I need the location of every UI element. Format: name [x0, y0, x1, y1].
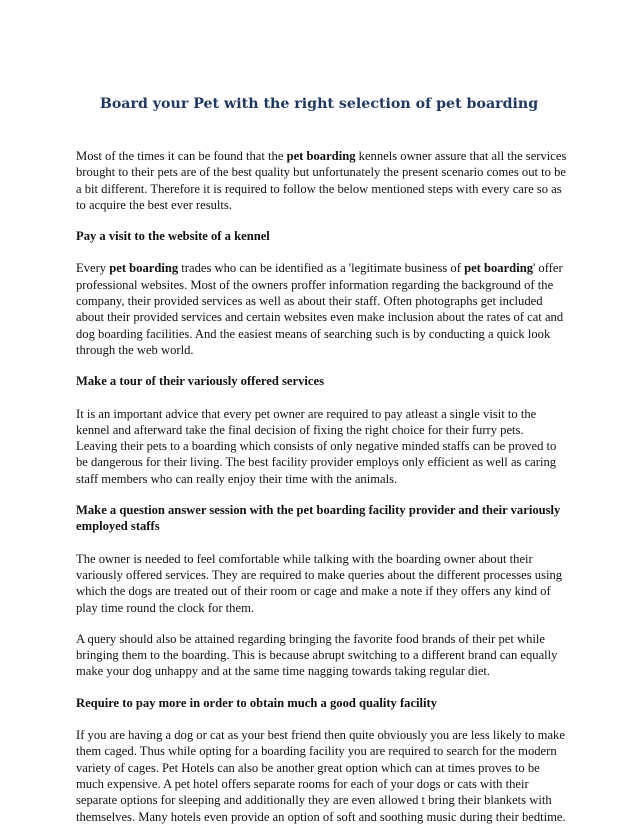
section-heading: Pay a visit to the website of a kennel — [76, 229, 270, 244]
section-heading: Require to pay more in order to obtain much a good quality facility — [76, 695, 438, 710]
section-heading: Make a tour of their variously offered services — [76, 374, 324, 389]
text-run: trades who can be identified as a 'legitimate business of — [178, 261, 465, 276]
section-paragraph: If you are having a dog or cat as your best friend then quite obviously you are less likely to make them caged. Thus while opting for a boarding facility you are required to search for the modern variety of cages. Pet Hotels can also be another great option which can at times proves to be much expensive. A pet hotel offers separate rooms for each of your dogs or cats with their separate options for sleeping and additionally they are even allowed t bring their blankets with themselves. Many hotels even provide an option of soft and soothing music during their bedtime. — [76, 728, 566, 824]
text-run: Every — [76, 261, 110, 276]
section-paragraph — [76, 260, 568, 358]
section-paragraph: The owner is needed to feel comfortable while talking with the boarding owner about their variously offered services. They are required to make queries about the different processes using which the dogs are treated out of their room or cage and make a note if they offers any kind of play time round the clock for them. — [76, 551, 563, 615]
bold-term: pet boarding — [464, 261, 533, 276]
document-title: Board your Pet with the right selection of pet boarding — [99, 96, 539, 112]
bold-term: pet boarding — [286, 149, 356, 163]
section-paragraph: It is an important advice that every pet owner are required to pay atleast a single visit to the kennel and afterward take the final decision of fixing the right choice for their furry pets. Leaving their pets to a boarding which consists of only negative minded staffs can be proved to be dangerous for their living. The best facility provider employs only efficient as well as caring staff members who can really enjoy their time with the animals. — [76, 406, 557, 486]
document-body — [76, 148, 568, 840]
intro-paragraph — [76, 148, 568, 213]
bold-term: pet boarding — [109, 261, 179, 276]
section-paragraph: A query should also be attained regarding bringing the favorite food brands of their pet while bringing them to the boarding. This is because abrupt switching to a different brand can equally make your dog unhappy and at the same time nagging towards taking regular diet. — [76, 631, 558, 679]
text-run: Most of the times it can be found that the — [76, 149, 287, 163]
text-run: kennels owner assure that all the services brought to their pets are of the best quality but unfortunately the present scenario comes out to be a bit different. Therefore it is required to follow the below mentioned steps with every care so as to acquire the best ever results. — [76, 149, 567, 212]
text-run: ' offer professional websites. Most of the owners proffer information regarding the background of the company, their provided services as well as about their staff. Often photographs get included about their provided services and certain websites even make inclusion about the rates of cat and dog boarding facilities. And the easiest means of searching such is by conducting a quick look through the web world. — [76, 261, 564, 357]
section-heading: Make a question answer session with the pet boarding facility provider and their variously employed staffs — [76, 503, 561, 534]
